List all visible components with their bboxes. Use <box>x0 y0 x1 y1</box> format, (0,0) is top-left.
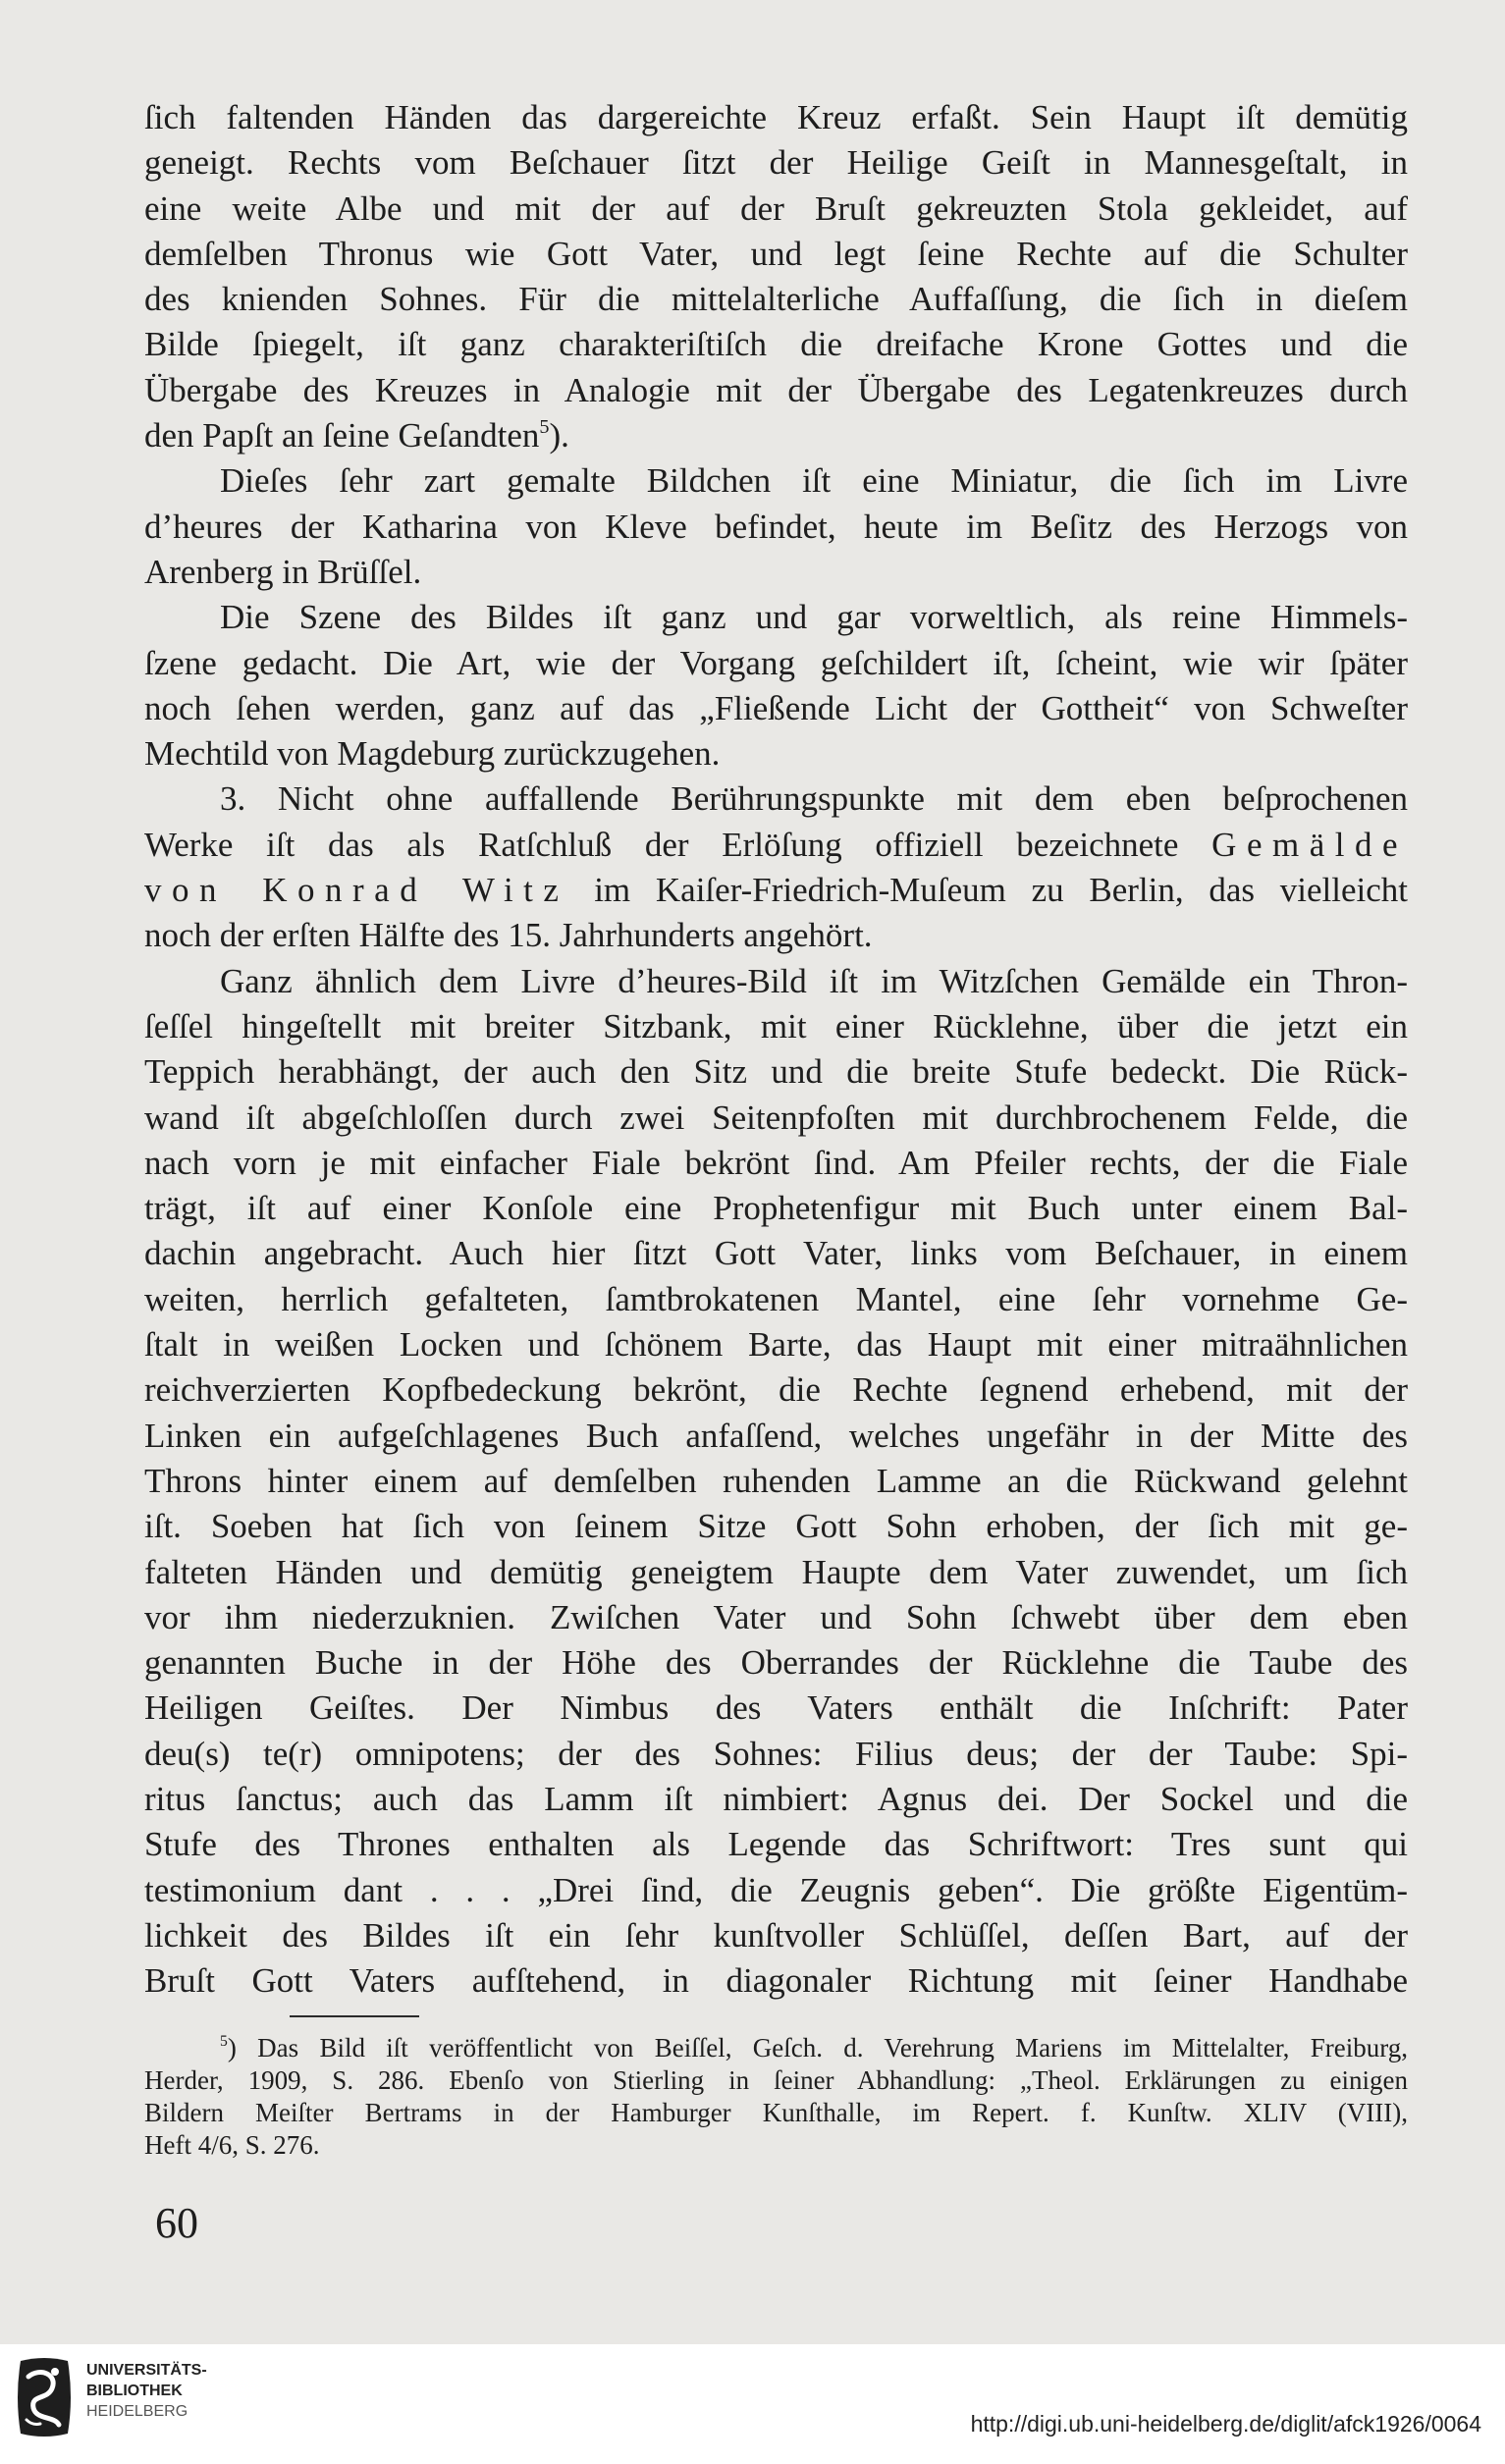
text-line: Übergabe des Kreuzes in Analogie mit der Übergabe des Legatenkreuzes durch <box>144 370 1408 409</box>
library-footer <box>0 2344 1505 2464</box>
text-line: Die Szene des Bildes iſt ganz und gar vorweltlich, als reine Himmels- <box>220 598 1408 637</box>
emphasized-text: von Konrad Witz <box>144 871 569 910</box>
footnote-divider <box>290 2015 419 2017</box>
line-text: den Papſt an ſeine Geſandten <box>144 416 540 455</box>
text-line: des knienden Sohnes. Für die mittelalterliche Auffaſſung, die ſich in dieſem <box>144 280 1408 319</box>
footnote-line: Heft 4/6, S. 276. <box>144 2130 320 2160</box>
text-line: ſeſſel hingeſtellt mit breiter Sitzbank, mit einer Rücklehne, über die jetzt ein <box>144 1006 1408 1045</box>
text-line <box>144 823 1408 868</box>
text-line: ſtalt in weißen Locken und ſchönem Barte, das Haupt mit einer mitraähnlichen <box>144 1325 1408 1365</box>
footnote-line <box>144 2032 1408 2064</box>
paragraph <box>144 959 1408 2005</box>
emphasized-text: Gemälde <box>1211 825 1408 864</box>
page-number: 60 <box>155 2199 198 2247</box>
line-text: ). <box>549 416 569 455</box>
text-line: geneigt. Rechts vom Beſchauer ſitzt der Heilige Geiſt in Mannesgeſtalt, in <box>144 143 1408 183</box>
text-line: nach vorn je mit einfacher Fiale bekrönt ſind. Am Pfeiler rechts, der die Fiale <box>144 1143 1408 1182</box>
paragraph <box>144 777 1408 958</box>
text-line: Arenberg in Brüſſel. <box>144 552 422 591</box>
text-line: trägt, iſt auf einer Konſole eine Prophetenfigur mit Buch unter einem Bal- <box>144 1189 1408 1228</box>
library-name-line: BIBLIOTHEK <box>86 2383 183 2399</box>
footnotes <box>144 2032 1408 2162</box>
footnote-line: Bildern Meiſter Bertrams in der Hamburger Kunſthalle, im Repert. f. Kunſtw. XLIV (VIII), <box>144 2098 1408 2127</box>
text-line: Bilde ſpiegelt, iſt ganz charakteriſtiſch die dreifache Krone Gottes und die <box>144 325 1408 364</box>
text-line: eine weite Albe und mit der auf der Bruſt gekreuzten Stola gekleidet, auf <box>144 188 1408 228</box>
text-line: genannten Buche in der Höhe des Oberrandes der Rücklehne die Taube des <box>144 1643 1408 1683</box>
text-line: noch der erſten Hälfte des 15. Jahrhunderts angehört. <box>144 916 873 955</box>
text-line: ſzene gedacht. Die Art, wie der Vorgang geſchildert iſt, ſcheint, wie wir ſpäter <box>144 643 1408 682</box>
text-line: lichkeit des Bildes iſt ein ſehr kunſtvoller Schlüſſel, deſſen Bart, auf der <box>144 1915 1408 1955</box>
text-line: Teppich herabhängt, der auch den Sitz und die breite Stufe bedeckt. Die Rück- <box>144 1052 1408 1092</box>
line-text: Werke iſt das als Ratſchluß der Erlöſung offiziell bezeichnete <box>144 825 1179 864</box>
library-name-line: HEIDELBERG <box>86 2403 188 2420</box>
text-line: d’heures der Katharina von Kleve befindet, heute im Beſitz des Herzogs von <box>144 507 1408 546</box>
text-line: Ganz ähnlich dem Livre d’heures-Bild iſt im Witzſchen Gemälde ein Thron- <box>220 961 1408 1000</box>
paragraph <box>144 95 1408 458</box>
text-line: Throns hinter einem auf demſelben ruhenden Lamme an die Rückwand gelehnt <box>144 1461 1408 1500</box>
body-text <box>144 95 1408 2004</box>
text-line: deu(s) te(r) omnipotens; der des Sohnes: Filius deus; der der Taube: Spi- <box>144 1734 1408 1773</box>
footnote-text: ) Das Bild iſt veröffentlicht von Beiſſel, Geſch. d. Verehrung Mariens im Mittelalter, Freiburg, <box>227 2033 1408 2062</box>
text-line: Dieſes ſehr zart gemalte Bildchen iſt eine Miniatur, die ſich im Livre <box>220 461 1408 501</box>
text-line: vor ihm niederzuknien. Zwiſchen Vater und Sohn ſchwebt über dem eben <box>144 1597 1408 1636</box>
paragraph <box>144 458 1408 595</box>
text-line: Heiligen Geiſtes. Der Nimbus des Vaters enthält die Inſchrift: Pater <box>144 1688 1408 1728</box>
text-line <box>144 868 1408 913</box>
text-line: testimonium dant . . . „Drei ſind, die Zeugnis geben“. Die größte Eigentüm- <box>144 1870 1408 1909</box>
text-line: weiten, herrlich gefalteten, ſamtbrokatenen Mantel, eine ſehr vornehme Ge- <box>144 1279 1408 1318</box>
line-text: im Kaiſer-Friedrich-Muſeum zu Berlin, das vielleicht <box>594 871 1408 910</box>
text-line: ritus ſanctus; auch das Lamm iſt nimbiert: Agnus dei. Der Sockel und die <box>144 1779 1408 1818</box>
library-name-line: UNIVERSITÄTS- <box>86 2362 207 2379</box>
text-line: Bruſt Gott Vaters aufſtehend, in diagonaler Richtung mit ſeiner Handhabe <box>144 1961 1408 2001</box>
library-name <box>86 2360 207 2422</box>
source-url: http://digi.ub.uni-heidelberg.de/diglit/afck1926/0064 <box>970 2411 1481 2437</box>
paragraph <box>144 595 1408 777</box>
university-library-logo-icon <box>13 2355 76 2439</box>
text-line: demſelben Thronus wie Gott Vater, und legt ſeine Rechte auf die Schulter <box>144 234 1408 273</box>
text-line: dachin angebracht. Auch hier ſitzt Gott Vater, links vom Beſchauer, in einem <box>144 1234 1408 1273</box>
text-line: ſich faltenden Händen das dargereichte Kreuz erfaßt. Sein Haupt iſt demütig <box>144 98 1408 136</box>
footnote-reference: 5 <box>539 415 550 438</box>
text-line: wand iſt abgeſchloſſen durch zwei Seitenpfoſten mit durchbrochenem Felde, die <box>144 1098 1408 1137</box>
text-line: iſt. Soeben hat ſich von ſeinem Sitze Gott Sohn erhoben, der ſich mit ge- <box>144 1507 1408 1546</box>
text-line: reichverzierten Kopfbedeckung bekrönt, die Rechte ſegnend erhebend, mit der <box>144 1370 1408 1410</box>
text-line: Linken ein aufgeſchlagenes Buch anfaſſend, welches ungefähr in der Mitte des <box>144 1416 1408 1455</box>
text-line: falteten Händen und demütig geneigtem Haupte dem Vater zuwendet, um ſich <box>144 1552 1408 1591</box>
footnote-line: Herder, 1909, S. 286. Ebenſo von Stierling in ſeiner Abhandlung: „Theol. Erklärungen zu einigen <box>144 2065 1408 2095</box>
text-line: Stufe des Thrones enthalten als Legende das Schriftwort: Tres sunt qui <box>144 1825 1408 1864</box>
text-line: 3. Nicht ohne auffallende Berührungspunkte mit dem eben beſprochenen <box>220 779 1408 819</box>
text-line <box>144 413 1408 458</box>
text-line: Mechtild von Magdeburg zurückzugehen. <box>144 734 721 774</box>
text-line: noch ſehen werden, ganz auf das „Fließende Licht der Gottheit“ von Schweſter <box>144 688 1408 727</box>
footnote-marker: 5 <box>220 2033 228 2051</box>
